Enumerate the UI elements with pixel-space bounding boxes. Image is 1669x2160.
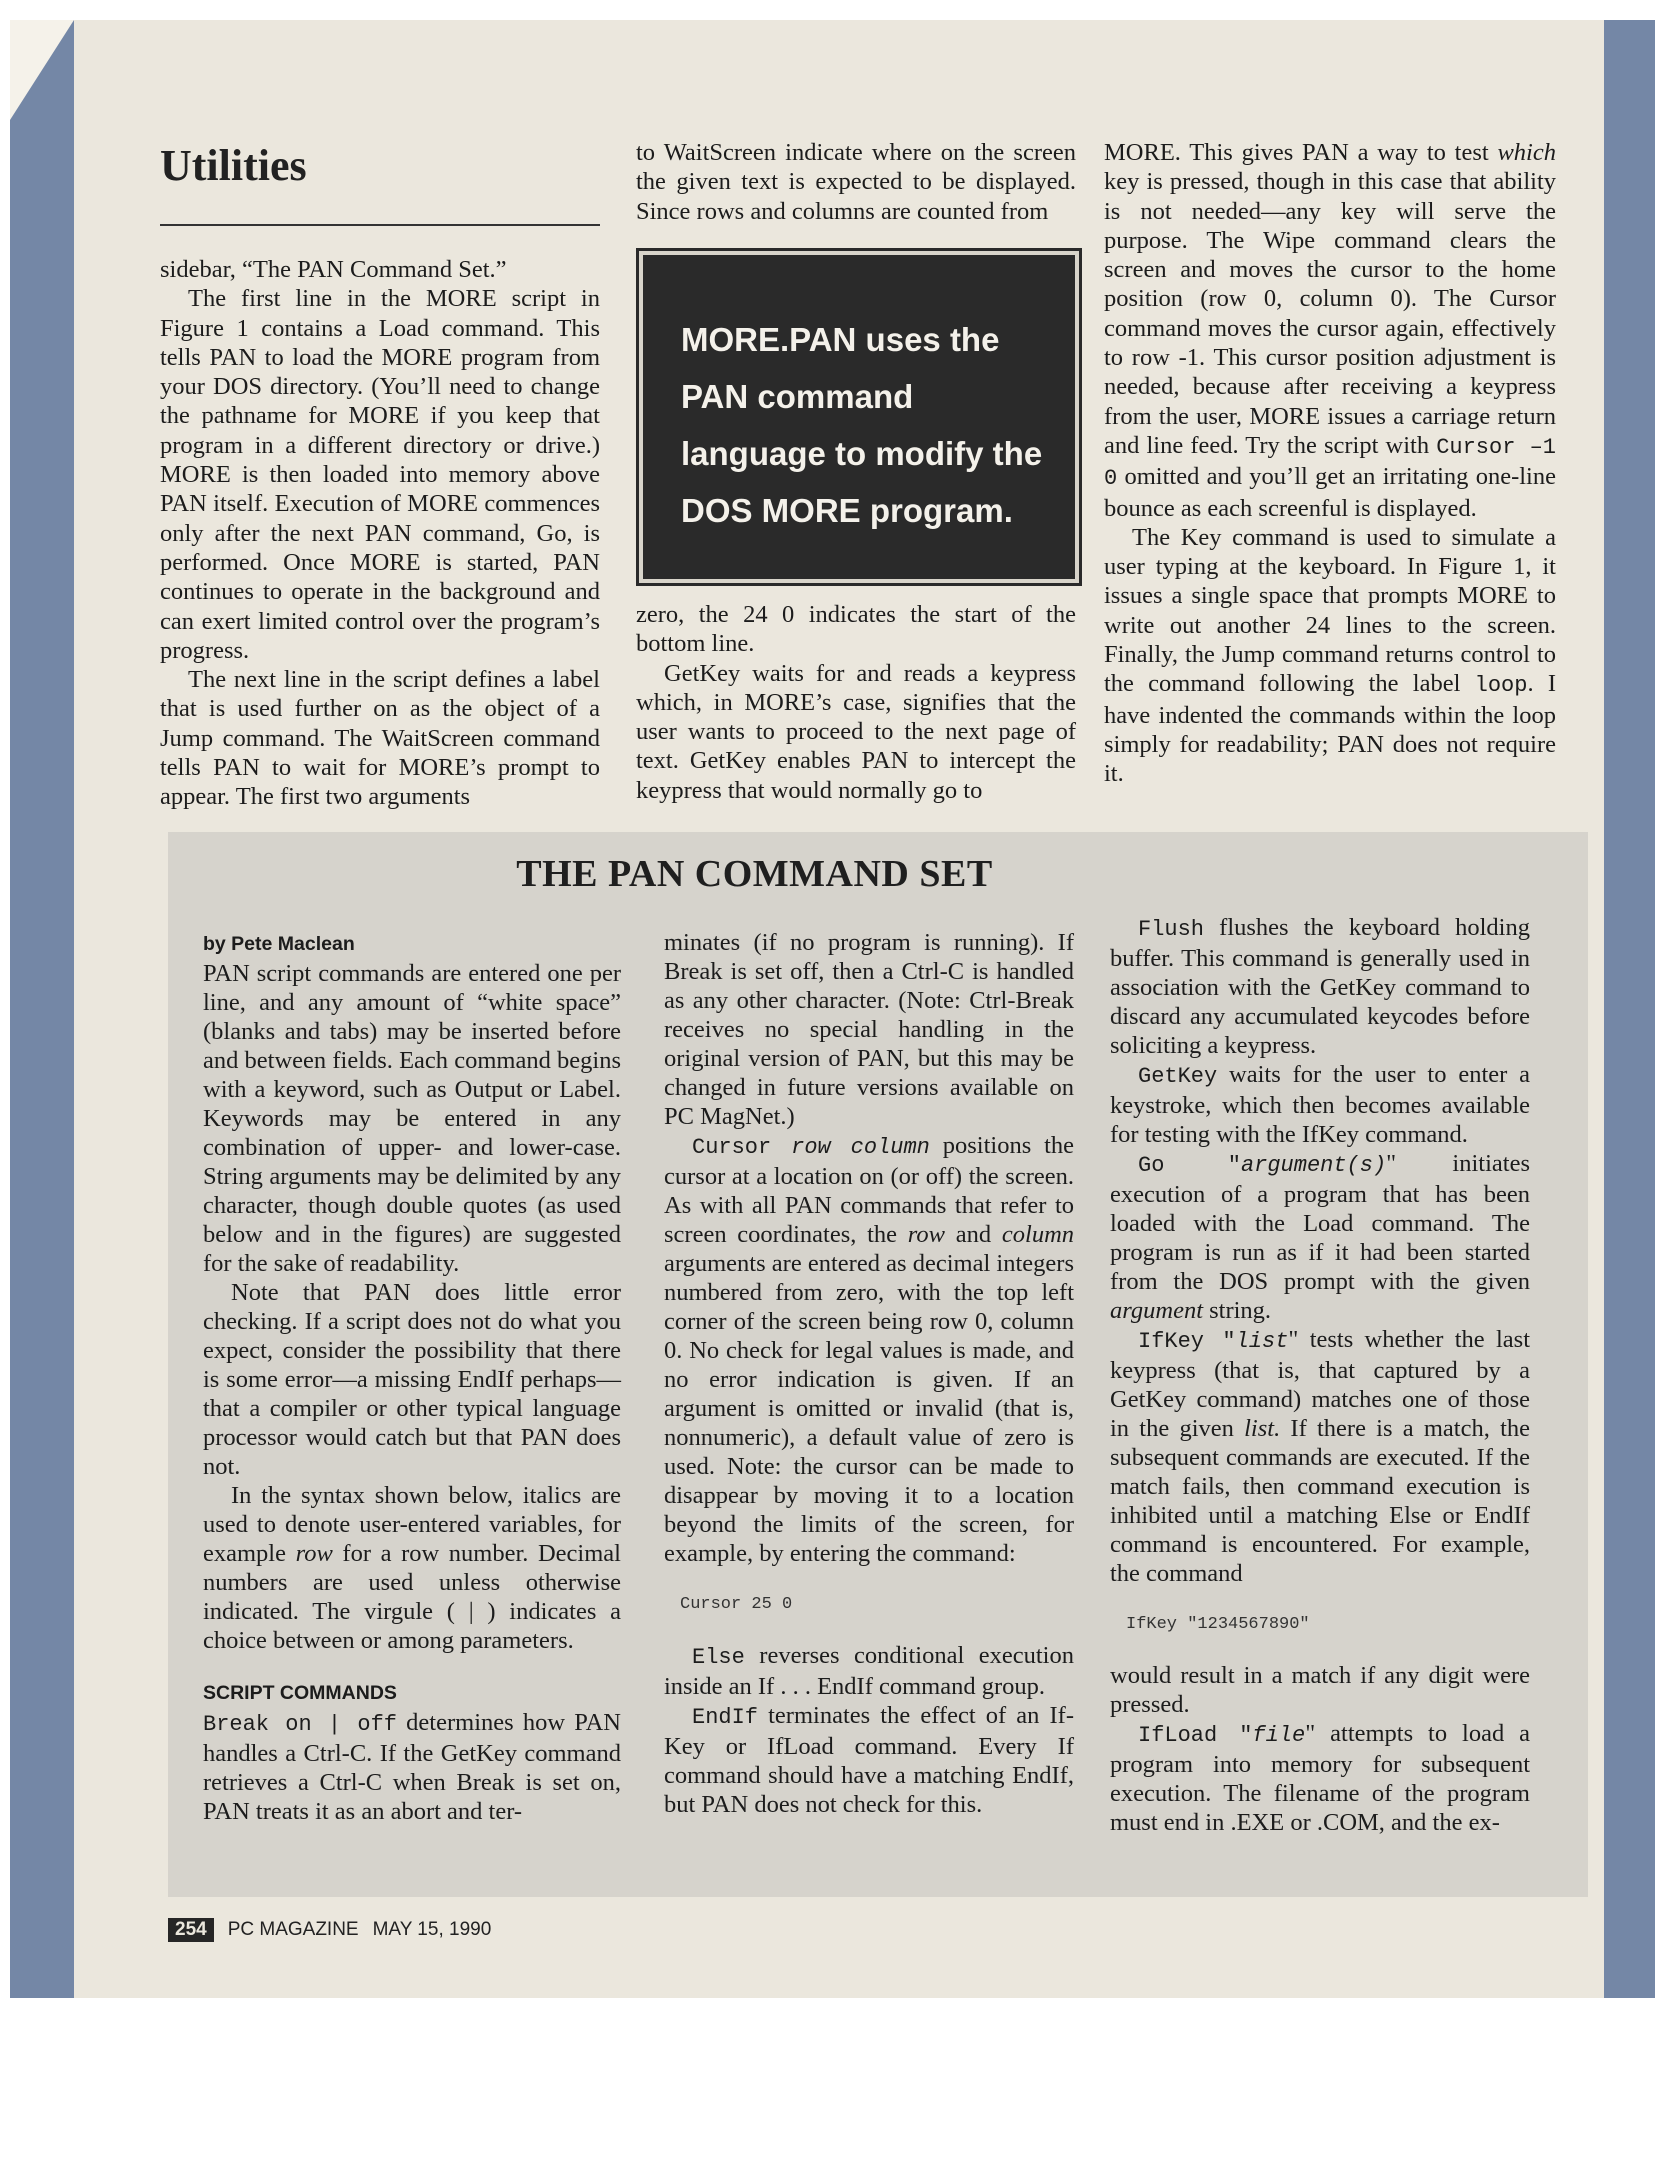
sidebar-paragraph: minates (if no program is running). If Break is set off, then a Ctrl-C is handled as any other character. (Note: Ctrl-Break receives no special handling in the original version of PAN, but this may be changed in future versions available on PC MagNet.)	[664, 929, 1074, 1130]
page-footer	[168, 1918, 491, 1942]
article-paragraph: to WaitScreen indicate where on the screen the given text is expected to be displayed. Since rows and columns are counted from	[636, 139, 1076, 225]
subhead-script-commands: SCRIPT COMMANDS	[203, 1682, 397, 1704]
pull-quote-box	[636, 248, 1082, 586]
sidebar-paragraph: IfKey "list" tests whether the last keypress (that is, that captured by a GetKey command) matches one of those in the given list. If there is a match, the subsequent commands are executed. If the match fails, then command execution is inhibited until a matching Else or EndIf command is encountered. For example, the command	[1110, 1326, 1530, 1587]
issue-date: MAY 15, 1990	[372, 1919, 492, 1940]
sidebar-paragraph: Else reverses conditional execution inside an If . . . EndIf command group.	[664, 1642, 1074, 1700]
section-rule	[160, 224, 600, 226]
article-column-2	[636, 138, 1076, 226]
sidebar-paragraph: Note that PAN does little error checking. If a script does not do what you expect, consider the possibility that there is some error—a missing EndIf perhaps—that a compiler or other typical language processor would catch but that PAN does not.	[203, 1279, 621, 1480]
sidebar-paragraph: EndIf terminates the effect of an If-Key or IfLoad command. Every If command should have a matching EndIf, but PAN does not check for this.	[664, 1702, 1074, 1818]
article-column-3	[1104, 138, 1556, 789]
sidebar-paragraph: Cursor row column positions the cursor at a location on (or off) the screen. As with all PAN commands that refer to screen coordinates, the row and column arguments are entered as decimal integers numbered from zero, with the top left corner of the screen being row 0, column 0. No check for legal values is made, and no error indication is given. If an argument is omitted or invalid (that is, nonnumeric), a default value of zero is used. Note: the cursor can be made to disappear by moving it to a location beyond the limits of the screen, for example, by entering the command:	[664, 1132, 1075, 1567]
article-column-1	[160, 255, 600, 812]
sidebar-paragraph: would result in a match if any digit were pressed.	[1110, 1662, 1530, 1718]
sidebar-column-2	[664, 928, 1074, 1819]
article-column-2-cont	[636, 600, 1076, 805]
sidebar-column-1	[203, 930, 621, 1826]
publication-name: PC MAGAZINE	[227, 1919, 359, 1940]
article-paragraph: The next line in the script defines a label that is used further on as the object of a Jump command. The WaitScreen command tells PAN to wait for MORE’s prompt to appear. The first two arguments	[160, 666, 600, 811]
article-paragraph: sidebar, “The PAN Command Set.”	[160, 256, 507, 283]
sidebar-title: THE PAN COMMAND SET	[516, 853, 993, 895]
article-paragraph: GetKey waits for and reads a keypress which, in MORE’s case, signifies that the user wants to proceed to the next page of text. GetKey enables PAN to intercept the keypress that would normally go to	[636, 659, 1076, 804]
section-title: Utilities	[160, 141, 307, 190]
sidebar-paragraph: GetKey waits for the user to enter a keystroke, which then becomes available for testing with the IfKey command.	[1110, 1061, 1530, 1148]
sidebar-paragraph: IfLoad "file" attempts to load a program into memory for subsequent execution. The filename of the program must end in .EXE or .COM, and the ex-	[1110, 1720, 1530, 1836]
sidebar-column-3	[1110, 913, 1530, 1837]
article-paragraph: The first line in the MORE script in Figure 1 contains a Load command. This tells PAN to load the MORE program from your DOS directory. (You’ll need to change the pathname for MORE if you keep that program in a different directory or drive.) MORE is then loaded into memory above PAN itself. Execution of MORE commences only after the next PAN command, Go, is performed. Once MORE is started, PAN continues to operate in the background and can exert limited control over the program’s progress.	[160, 285, 600, 664]
code-example: IfKey "1234567890"	[1126, 1615, 1310, 1634]
sidebar-paragraph: Go "argument(s)" initiates execution of a program that has been loaded with the Load command. The program is run as if it had been started from the DOS prompt with the given argument string.	[1110, 1150, 1530, 1324]
pull-quote-text: MORE.PAN uses the PAN command language to modify the DOS MORE program.	[681, 321, 1043, 529]
article-paragraph: MORE. This gives PAN a way to test which key is pressed, though in this case that ability is not needed—any key will serve the purpose. The Wipe command clears the screen and moves the cursor to the home position (row 0, column 0). The Cursor command moves the cursor again, effectively to row -1. This cursor position adjustment is needed, because after receiving a keypress from the user, MORE issues a carriage return and line feed. Try the script with Cursor –1 0 omitted and you’ll get an irritating one-line bounce as each screenful is displayed.	[1104, 139, 1556, 522]
article-paragraph: The Key command is used to simulate a user typing at the keyboard. In Figure 1, it issues a single space that prompts MORE to write out another 24 lines to the screen. Finally, the Jump command returns control to the command following the label loop. I have indented the commands within the loop simply for readability; PAN does not require it.	[1104, 523, 1556, 788]
sidebar-paragraph: PAN script commands are entered one per line, and any amount of “white space” (blanks and tabs) may be inserted before and between fields. Each command begins with a keyword, such as Output or Label. Keywords may be entered in any combination of upper- and lower-case. String arguments may be delimited by any character, though double quotes (as used below and in the figures) are suggested for the sake of readability.	[203, 960, 621, 1277]
code-example: Cursor 25 0	[680, 1595, 793, 1614]
sidebar-paragraph: In the syntax shown below, italics are used to denote user-entered variables, for example row for a row number. Decimal numbers are used unless otherwise indicated. The virgule ( | ) indicates a choice between or among parameters.	[203, 1482, 621, 1654]
byline: by Pete Maclean	[203, 933, 355, 955]
folded-corner	[10, 20, 74, 120]
page-number: 254	[168, 1918, 214, 1942]
sidebar-paragraph: Break on | off determines how PAN handles a Ctrl-C. If the GetKey command retrieves a Ctrl-C when Break is set on, PAN treats it as an abort and ter-	[203, 1709, 621, 1825]
article-paragraph: zero, the 24 0 indicates the start of the bottom line.	[636, 601, 1076, 658]
sidebar-paragraph: Flush flushes the keyboard holding buffer. This command is generally used in association with the GetKey command to discard any accumulated keycodes before soliciting a keypress.	[1110, 914, 1530, 1059]
